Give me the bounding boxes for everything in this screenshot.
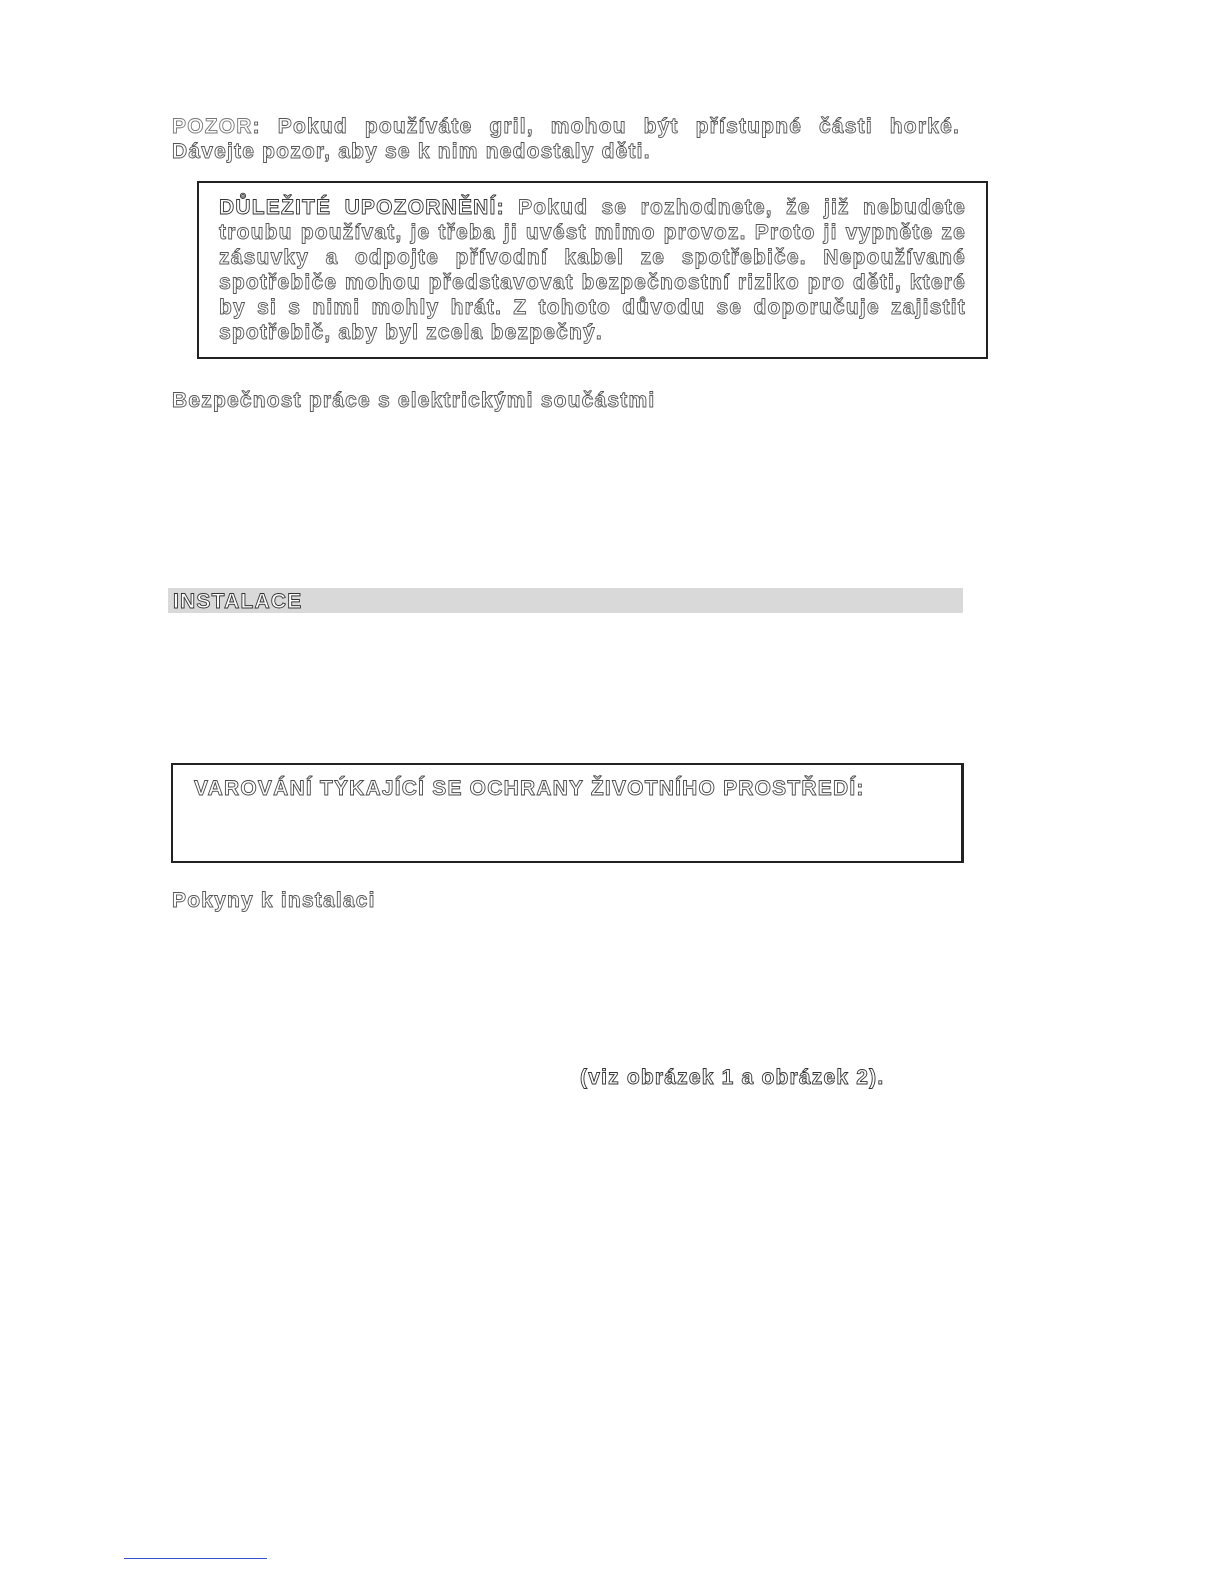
installation-section-title: INSTALACE <box>173 590 303 613</box>
caution-text: : Pokud používáte gril, mohou být přístupné části horké. Dávejte pozor, aby se k nim nedostaly děti. <box>172 115 960 163</box>
environment-warning-title: VAROVÁNÍ TÝKAJÍCÍ SE OCHRANY ŽIVOTNÍHO PROSTŘEDÍ: <box>194 777 865 800</box>
installation-section-band <box>168 588 963 613</box>
installation-instructions-heading: Pokyny k instalaci <box>172 889 376 912</box>
important-notice-lead: DŮLEŽITÉ UPOZORNĚNÍ: <box>219 196 505 219</box>
caution-paragraph <box>172 114 960 164</box>
electric-safety-heading: Bezpečnost práce s elektrickými součástmi <box>172 389 656 412</box>
important-notice-text: Pokud se rozhodnete, že již nebudete troubu používat, je třeba ji uvést mimo provoz. Proto ji vypněte ze zásuvky a odpojte přívodní kabel ze spotřebiče. Nepoužívané spotřebiče mohou představovat bezpečnostní riziko pro děti, které by si s nimi mohly hrát. Z tohoto důvodu se doporučuje zajistit spotřebič, aby byl zcela bezpečný. <box>219 196 966 344</box>
footnote-separator <box>124 1558 267 1559</box>
important-notice-box <box>197 181 988 359</box>
figure-reference: (viz obrázek 1 a obrázek 2). <box>580 1066 885 1089</box>
caution-keyword: POZOR <box>172 115 253 138</box>
environment-warning-box <box>171 763 964 863</box>
important-notice-paragraph <box>219 195 966 345</box>
